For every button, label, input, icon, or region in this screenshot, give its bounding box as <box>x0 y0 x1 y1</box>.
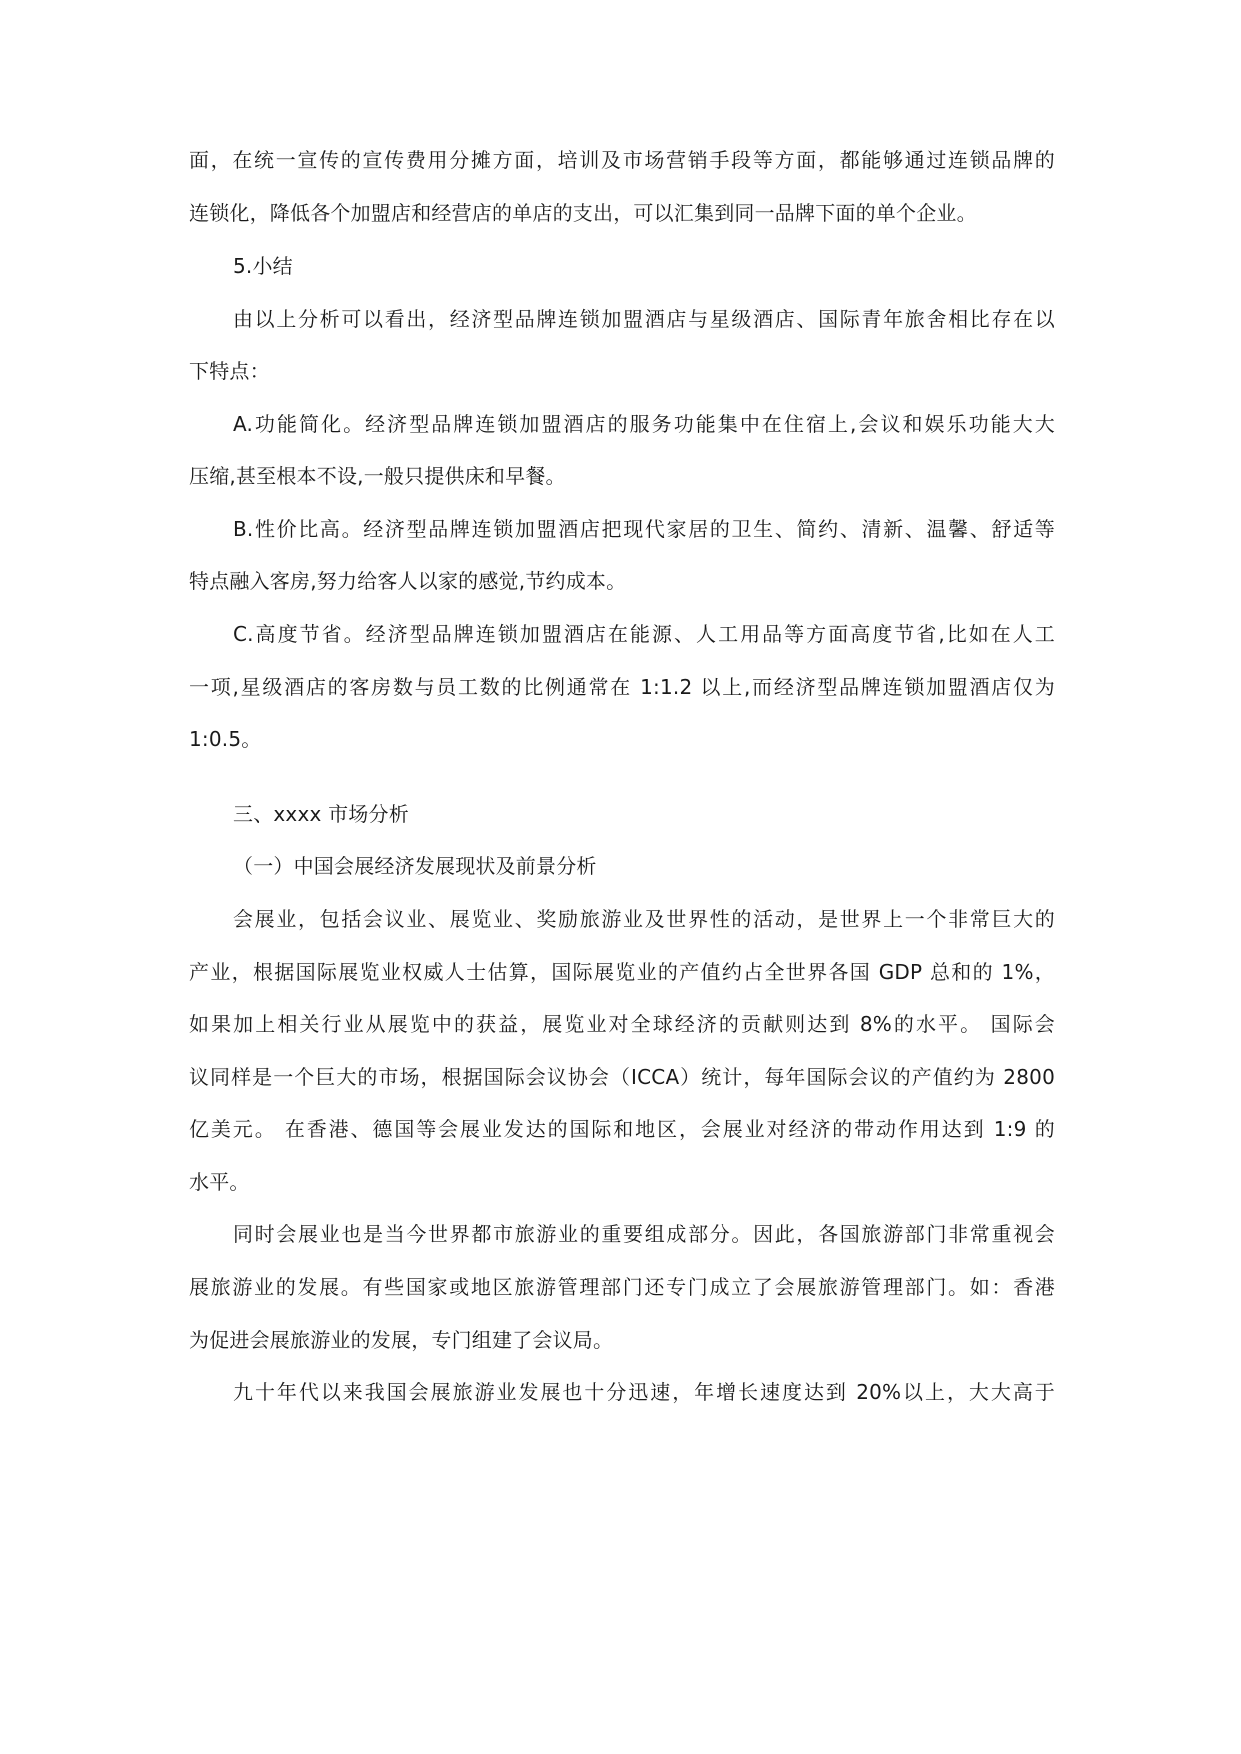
text-line: 面，在统一宣传的宣传费用分摊方面，培训及市场营销手段等方面，都能够通过连锁品牌的 <box>189 148 1055 172</box>
text-line: 同时会展业也是当今世界都市旅游业的重要组成部分。因此，各国旅游部门非常重视会 <box>233 1222 1055 1246</box>
subsection-heading: （一）中国会展经济发展现状及前景分析 <box>233 854 597 878</box>
text-line: 产业，根据国际展览业权威人士估算，国际展览业的产值约占全世界各国 GDP 总和的 1%， <box>189 960 1055 984</box>
text-line: 下特点： <box>189 359 270 383</box>
section-heading: 5.小结 <box>233 254 293 278</box>
text-line: 亿美元。 在香港、德国等会展业发达的国际和地区，会展业对经济的带动作用达到 1:9 的 <box>189 1117 1055 1141</box>
text-line: 连锁化，降低各个加盟店和经营店的单店的支出，可以汇集到同一品牌下面的单个企业。 <box>189 201 977 225</box>
text-line: 1:0.5。 <box>189 727 262 751</box>
text-line: 由以上分析可以看出，经济型品牌连锁加盟酒店与星级酒店、国际青年旅舍相比存在以 <box>233 307 1055 331</box>
text-line: 压缩,甚至根本不设,一般只提供床和早餐。 <box>189 464 566 488</box>
text-line: 水平。 <box>189 1170 250 1194</box>
text-line: C.高度节省。经济型品牌连锁加盟酒店在能源、人工用品等方面高度节省,比如在人工 <box>233 622 1055 646</box>
text-line: B.性价比高。经济型品牌连锁加盟酒店把现代家居的卫生、简约、清新、温馨、舒适等 <box>233 517 1055 541</box>
text-line: 特点融入客房,努力给客人以家的感觉,节约成本。 <box>189 569 627 593</box>
text-line: 会展业，包括会议业、展览业、奖励旅游业及世界性的活动，是世界上一个非常巨大的 <box>233 907 1055 931</box>
text-line: 一项,星级酒店的客房数与员工数的比例通常在 1:1.2 以上,而经济型品牌连锁加盟酒店仅为 <box>189 675 1055 699</box>
text-line: 展旅游业的发展。有些国家或地区旅游管理部门还专门成立了会展旅游管理部门。如：香港 <box>189 1275 1055 1299</box>
text-line: 议同样是一个巨大的市场，根据国际会议协会（ICCA）统计，每年国际会议的产值约为 2800 <box>189 1065 1055 1089</box>
text-line: 九十年代以来我国会展旅游业发展也十分迅速，年增长速度达到 20%以上，大大高于 <box>233 1380 1055 1404</box>
text-line: 如果加上相关行业从展览中的获益，展览业对全球经济的贡献则达到 8%的水平。 国际会 <box>189 1012 1055 1036</box>
chapter-heading: 三、xxxx 市场分析 <box>233 802 409 826</box>
text-line: 为促进会展旅游业的发展，专门组建了会议局。 <box>189 1328 614 1352</box>
text-line: A.功能简化。经济型品牌连锁加盟酒店的服务功能集中在住宿上,会议和娱乐功能大大 <box>233 412 1055 436</box>
